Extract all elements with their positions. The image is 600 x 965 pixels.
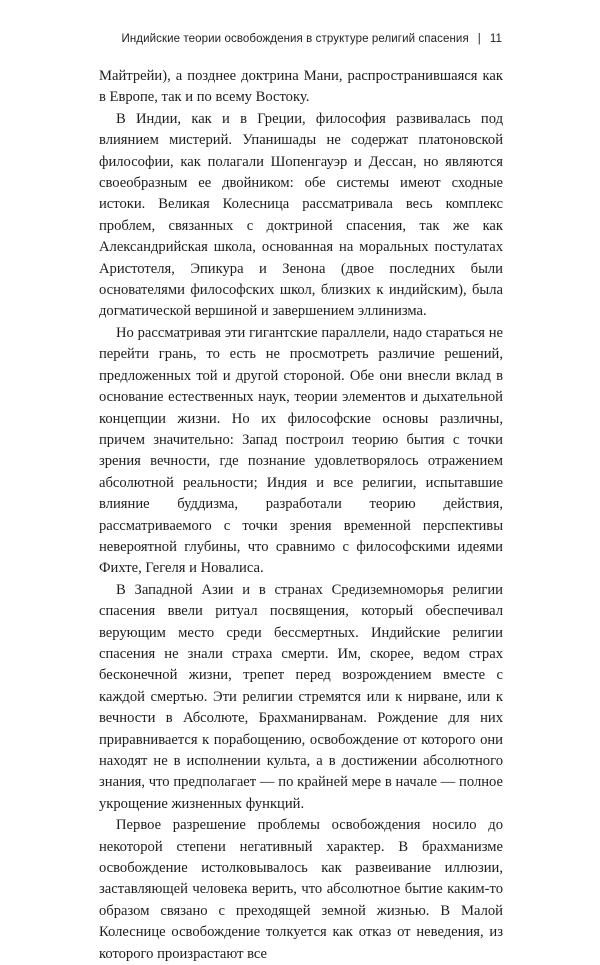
running-header-title: Индийские теории освобождения в структуре религий спасения [121,33,469,45]
paragraph: В Индии, как и в Греции, философия развивалась под влиянием мистерий. Упанишады не содержат платоновской философии, как полагали Шопенгауэр и Дессан, но являются своеобразным ее двойником: обе системы имеют сходные истоки. Великая Колесница рассматривала весь комплекс проблем, связанных с доктриной спасения, так же как Александрийская школа, основанная на моральных постулатах Аристотеля, Эпикура и Зенона (двое последних были основателями философских школ, близких к индийским), была догматической вершиной и завершением эллинизма. [99,110,503,320]
paragraph: Первое разрешение проблемы освобождения носило до некоторой степени негативный характер. В брахманизме освобождение истолковывалось как развеивание иллюзии, заставляющей человека верить, что абсолютное бытие каким-то образом связано с преходящей земной жизнью. В Малой Колеснице освобождение толкуется как отказ от неведения, из которого произрастают все [99,817,503,962]
paragraph: В Западной Азии и в странах Средиземноморья религии спасения ввели ритуал посвящения, который обеспечивал верующим место среди бессмертных. Индийские религии спасения не знали страха смерти. Им, скорее, ведом страх бесконечной жизни, трепет перед возрождением вместе с каждой смертью. Эти религии стремятся или к нирване, или к вечности в Абсолюте, Брахманирванам. Рождение для них приравнивается к порабощению, освобождение от которого они находят не в исполнении культа, а в достижении абсолютного знания, что предполагает — по крайней мере в начале — полное укрощение жизненных функций. [99,581,503,812]
page-number: 11 [489,33,502,45]
paragraph-continuation: Майтрейи), а позднее доктрина Мани, распространившаяся как в Европе, так и по всему Востоку. [99,68,503,106]
body-text [99,66,503,965]
paragraph: Но рассматривая эти гигантские параллели, надо стараться не перейти грань, то есть не просмотреть различие решений, предложенных той и другой стороной. Обе они внесли вклад в основание естественных наук, теории элементов и дыхательной концепции жизни. Но их философские основы различны, причем значительно: Запад построил теорию бытия с точки зрения вечности, где познание удовлетворялось отражением абсолютной реальности; Индия и все религии, испытавшие влияние буддизма, разработали теорию действия, рассматриваемого с точки зрения временной перспективы невероятной глубины, что сравнимо с философскими идеями Фихте, Гегеля и Новалиса. [99,324,503,577]
running-header [121,33,502,45]
header-separator: | [477,33,481,45]
